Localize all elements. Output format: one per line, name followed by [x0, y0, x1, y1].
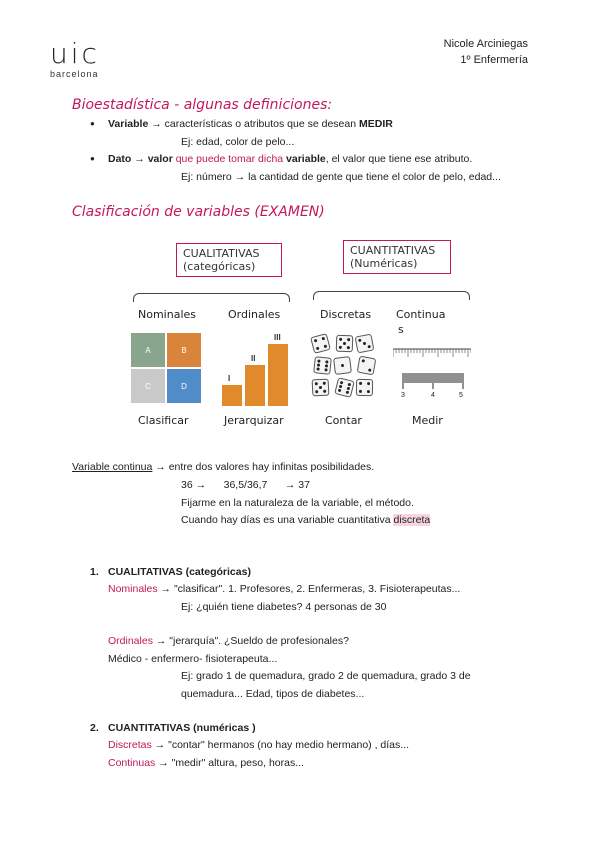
continua-method: Fijarme en la naturaleza de la variable, el método. — [181, 497, 414, 509]
action-jerarquizar: Jerarquizar — [224, 414, 284, 427]
label-nominales: Nominales — [138, 308, 196, 321]
heading-cuantitativas: CUANTITATIVAS (numéricas ) — [108, 722, 256, 734]
dato-example: Ej: número → la cantidad de gente que tiene el color de pelo, edad... — [181, 171, 501, 183]
label-continua-s: s — [398, 323, 404, 336]
box-cualitativas — [176, 243, 282, 277]
heading-cualitativas: CUALITATIVAS (categóricas) — [108, 566, 251, 578]
term-discretas: Discretas — [108, 739, 152, 751]
logo-mark: uic — [50, 37, 100, 70]
dato-pink-text: que puede tomar dicha — [172, 153, 287, 165]
ordinales-example-1: Ej: grado 1 de quemadura, grado 2 de quemadura, grado 3 de — [181, 670, 471, 682]
action-medir: Medir — [412, 414, 443, 427]
term-continuas: Continuas — [108, 757, 156, 769]
label-ordinales: Ordinales — [228, 308, 281, 321]
label-discretas: Discretas — [320, 308, 372, 321]
ordinal-bar — [245, 365, 265, 406]
ruler-label-5: 5 — [459, 392, 463, 399]
die-icon — [310, 333, 331, 354]
bullet-variable — [108, 118, 393, 130]
term-variable-continua: Variable continua — [72, 461, 153, 473]
discretas-definition: → "contar" hermanos (no hay medio hermano) , días... — [151, 739, 410, 751]
die-icon — [356, 379, 373, 396]
dato-definition: , el valor que tiene ese atributo. — [325, 153, 473, 165]
term-medir: MEDIR — [358, 118, 393, 130]
tile-d-label: D — [181, 381, 187, 391]
ordinales-definition: → "jerarquía". ¿Sueldo de profesionales? — [152, 635, 349, 647]
ruler-group — [393, 343, 471, 403]
nominales-example: Ej: ¿quién tiene diabetes? 4 personas de 30 — [181, 601, 387, 613]
tile-c-label: C — [145, 381, 151, 391]
nominales-line — [108, 583, 460, 595]
continuas-line — [108, 757, 304, 769]
nominal-tiles — [131, 333, 201, 403]
term-nominales: Nominales — [108, 583, 158, 595]
die-icon — [333, 356, 352, 375]
box-cualitativas-line2: (categóricas) — [183, 260, 256, 273]
highlight-discreta: discreta — [393, 514, 431, 526]
nominales-definition: → "clasificar". 1. Profesores, 2. Enfermeras, 3. Fisioterapeutas... — [157, 583, 461, 595]
box-cuantitativas — [343, 240, 451, 274]
tile-a-label: A — [145, 345, 151, 355]
bullet-dato — [108, 153, 472, 165]
brace-cuantitativas — [313, 291, 470, 300]
ordinal-bar — [268, 344, 288, 406]
course-name: 1º Enfermería — [460, 54, 528, 66]
die-icon — [313, 356, 332, 375]
continua-range: 36 → 36,5/36,7 → 37 — [181, 479, 310, 491]
author-block — [444, 36, 528, 68]
term-valor: valor — [147, 153, 173, 165]
term-variable: Variable — [108, 118, 149, 130]
variable-example: Ej: edad, color de pelo... — [181, 136, 295, 148]
die-icon — [334, 377, 355, 398]
section-title-definitions: Bioestadística - algunas definiciones: — [72, 97, 333, 113]
term-dato: Dato — [108, 153, 132, 165]
dato-arrow: → — [131, 153, 148, 165]
tile-b — [167, 333, 201, 367]
ordinal-bar-label: III — [274, 333, 281, 342]
continua-line — [72, 461, 374, 473]
term-variable-2: variable — [286, 153, 326, 165]
ruler-label-4: 4 — [431, 392, 435, 399]
tile-a — [131, 333, 165, 367]
ordinal-bar-label: I — [228, 374, 231, 383]
list-number-2: 2. — [90, 722, 99, 734]
dice-group — [312, 335, 382, 405]
continua-dias-text: Cuando hay días es una variable cuantitativa — [181, 514, 394, 526]
ordinales-line — [108, 635, 349, 647]
continua-definition: → entre dos valores hay infinitas posibilidades. — [152, 461, 375, 473]
term-ordinales: Ordinales — [108, 635, 153, 647]
author-name: Nicole Arciniegas — [443, 38, 528, 50]
list-number-1: 1. — [90, 566, 99, 578]
tile-c — [131, 369, 165, 403]
box-cuantitativas-line1: CUANTITATIVAS — [350, 244, 436, 257]
continua-dias — [181, 514, 430, 526]
variable-definition: → características o atributos que se desean — [148, 118, 359, 130]
action-clasificar: Clasificar — [138, 414, 189, 427]
brace-cualitativas — [133, 293, 290, 302]
box-cualitativas-line1: CUALITATIVAS — [183, 247, 260, 260]
ordinal-bars — [222, 330, 292, 406]
label-continua: Continua — [396, 308, 446, 321]
ordinal-bar — [222, 385, 242, 406]
die-icon — [355, 334, 375, 354]
tile-d — [167, 369, 201, 403]
continuas-definition: → "medir" altura, peso, horas... — [155, 757, 304, 769]
ruler-label-3: 3 — [401, 392, 405, 399]
box-cuantitativas-line2: (Numéricas) — [350, 257, 418, 270]
uic-logo — [50, 37, 110, 79]
ordinales-professions: Médico - enfermero- fisioterapeuta... — [108, 653, 278, 665]
die-icon — [312, 379, 330, 397]
die-icon — [357, 356, 377, 376]
ordinales-example-2: quemadura... Edad, tipos de diabetes... — [181, 688, 365, 700]
discretas-line — [108, 739, 409, 751]
section-title-classification: Clasificación de variables (EXAMEN) — [72, 204, 325, 220]
die-icon — [336, 335, 354, 353]
logo-subtitle: barcelona — [50, 69, 99, 79]
tile-b-label: B — [181, 345, 187, 355]
action-contar: Contar — [325, 414, 362, 427]
ordinal-bar-label: II — [251, 354, 256, 363]
